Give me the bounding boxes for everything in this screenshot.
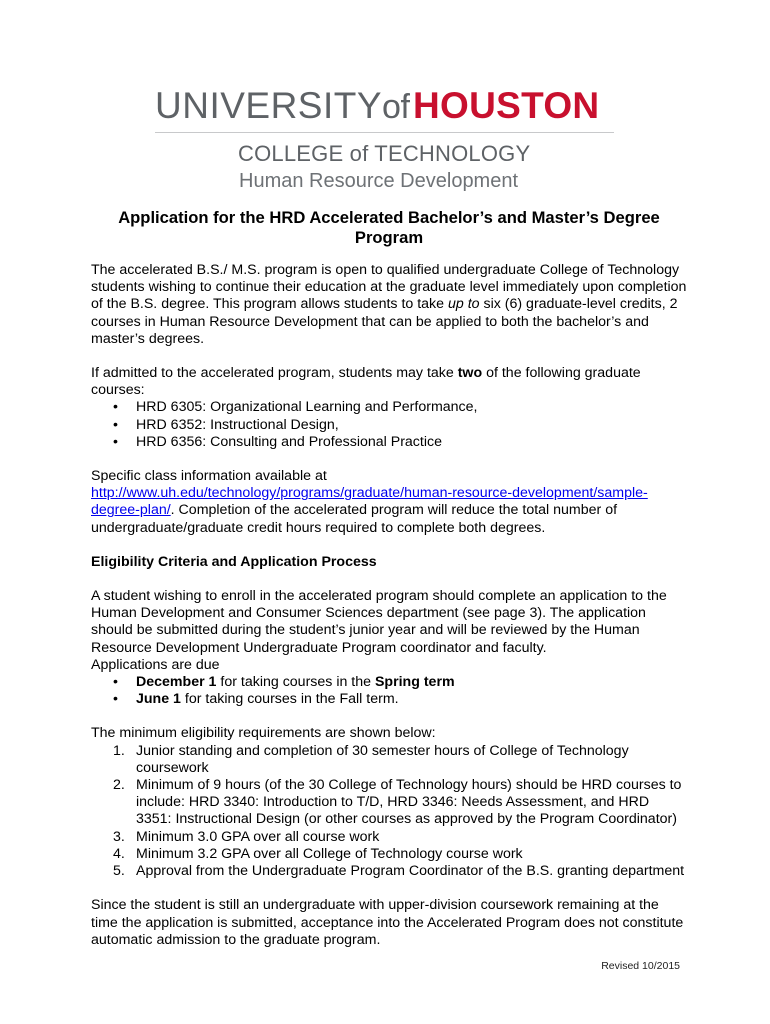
course-list <box>91 399 687 451</box>
due-date-text: for taking courses in the <box>216 674 375 691</box>
revision-footer: Revised 10/2015 <box>601 960 680 972</box>
document-body <box>91 208 687 949</box>
bullet-icon: • <box>113 416 118 433</box>
bullet-icon: • <box>113 691 118 708</box>
bullet-icon: • <box>113 674 118 691</box>
course-label: HRD 6356: Consulting and Professional Practice <box>136 433 442 450</box>
list-item <box>91 829 687 846</box>
due-date: December 1 <box>136 674 217 691</box>
list-item <box>91 743 687 777</box>
applications-due-label: Applications are due <box>91 656 220 673</box>
requirement-text: Minimum of 9 hours (of the 30 College of Technology hours) should be HRD courses to include: HRD 3340: Introduction to T/D, HRD 3346: Needs Assessment, and HRD 3351: Instructional Design (or other courses as approved by the Program Coordinator) <box>136 777 682 828</box>
document-title: Application for the HRD Accelerated Bachelor’s and Master’s Degree Program <box>118 208 660 247</box>
logo-wordmark <box>155 86 615 127</box>
requirement-text: Approval from the Undergraduate Program Coordinator of the B.S. granting department <box>136 863 685 880</box>
intro-text-rest: six (6) graduate-level credits, 2 courses in Human Resource Development that can be applied to both the bachelor’s and master’s degrees. <box>91 296 678 347</box>
admitted-text: If admitted to the accelerated program, students may take <box>91 365 458 382</box>
logo-divider <box>155 132 614 133</box>
admitted-paragraph <box>91 365 687 399</box>
logo-houston: HOUSTON <box>413 85 600 126</box>
list-item <box>91 417 687 434</box>
due-date: June 1 <box>136 691 181 708</box>
list-item <box>91 399 687 416</box>
due-date-term: Spring term <box>374 674 455 691</box>
specific-text-rest: . Completion of the accelerated program will reduce the total number of undergraduate/graduate credit hours required to complete both degrees. <box>91 502 618 536</box>
logo-of: of <box>382 88 410 126</box>
closing-paragraph: Since the student is still an undergraduate with upper-division coursework remaining at the time the application is submitted, acceptance into the Accelerated Program does not constitute automatic admission to the graduate program. <box>91 897 684 948</box>
logo-department: Human Resource Development <box>239 170 519 192</box>
intro-emphasis: up to <box>447 296 480 313</box>
bullet-icon: • <box>113 433 118 450</box>
intro-paragraph <box>91 262 687 348</box>
bullet-icon: • <box>113 399 118 416</box>
item-number: 4. <box>113 845 125 862</box>
requirement-text: Minimum 3.2 GPA over all College of Technology course work <box>136 845 523 862</box>
list-item <box>91 691 687 708</box>
logo-university: UNIVERSITY <box>155 85 383 126</box>
due-date-text: for taking courses in the Fall term. <box>180 691 399 708</box>
list-item <box>91 434 687 451</box>
item-number: 3. <box>113 828 125 845</box>
requirements-intro: The minimum eligibility requirements are shown below: <box>91 725 436 742</box>
item-number: 5. <box>113 863 125 880</box>
degree-plan-link[interactable]: http://www.uh.edu/technology/programs/graduate/human-resource-development/sample-degree-plan/ <box>91 485 648 519</box>
logo-college: COLLEGE of TECHNOLOGY <box>238 141 531 166</box>
requirement-text: Junior standing and completion of 30 semester hours of College of Technology coursework <box>136 742 629 776</box>
requirement-text: Minimum 3.0 GPA over all course work <box>136 828 380 845</box>
due-date-list <box>91 674 687 708</box>
list-item <box>91 863 687 880</box>
item-number: 2. <box>113 777 125 794</box>
course-label: HRD 6352: Instructional Design, <box>136 416 339 433</box>
list-item <box>91 846 687 863</box>
intro-text: The accelerated B.S./ M.S. program is open to qualified undergraduate College of Technology students wishing to continue their education at the graduate level immediately upon completion of the B.S. degree. This program allows students to take <box>91 262 687 313</box>
list-item <box>91 674 687 691</box>
eligibility-heading: Eligibility Criteria and Application Process <box>91 553 377 570</box>
enroll-paragraph: A student wishing to enroll in the accelerated program should complete an application to the Human Development and Consumer Sciences department (see page 3). The application should be submitted during the student’s junior year and will be reviewed by the Human Resource Development Undergraduate Program coordinator and faculty. <box>91 588 667 656</box>
specific-info-paragraph <box>91 468 687 537</box>
course-label: HRD 6305: Organizational Learning and Performance, <box>136 399 478 416</box>
admitted-text-rest: of the following graduate courses: <box>91 365 641 399</box>
list-item <box>91 777 687 829</box>
requirements-list <box>91 743 687 881</box>
item-number: 1. <box>113 742 125 759</box>
admitted-emphasis: two <box>457 365 483 382</box>
specific-text: Specific class information available at <box>91 468 327 485</box>
